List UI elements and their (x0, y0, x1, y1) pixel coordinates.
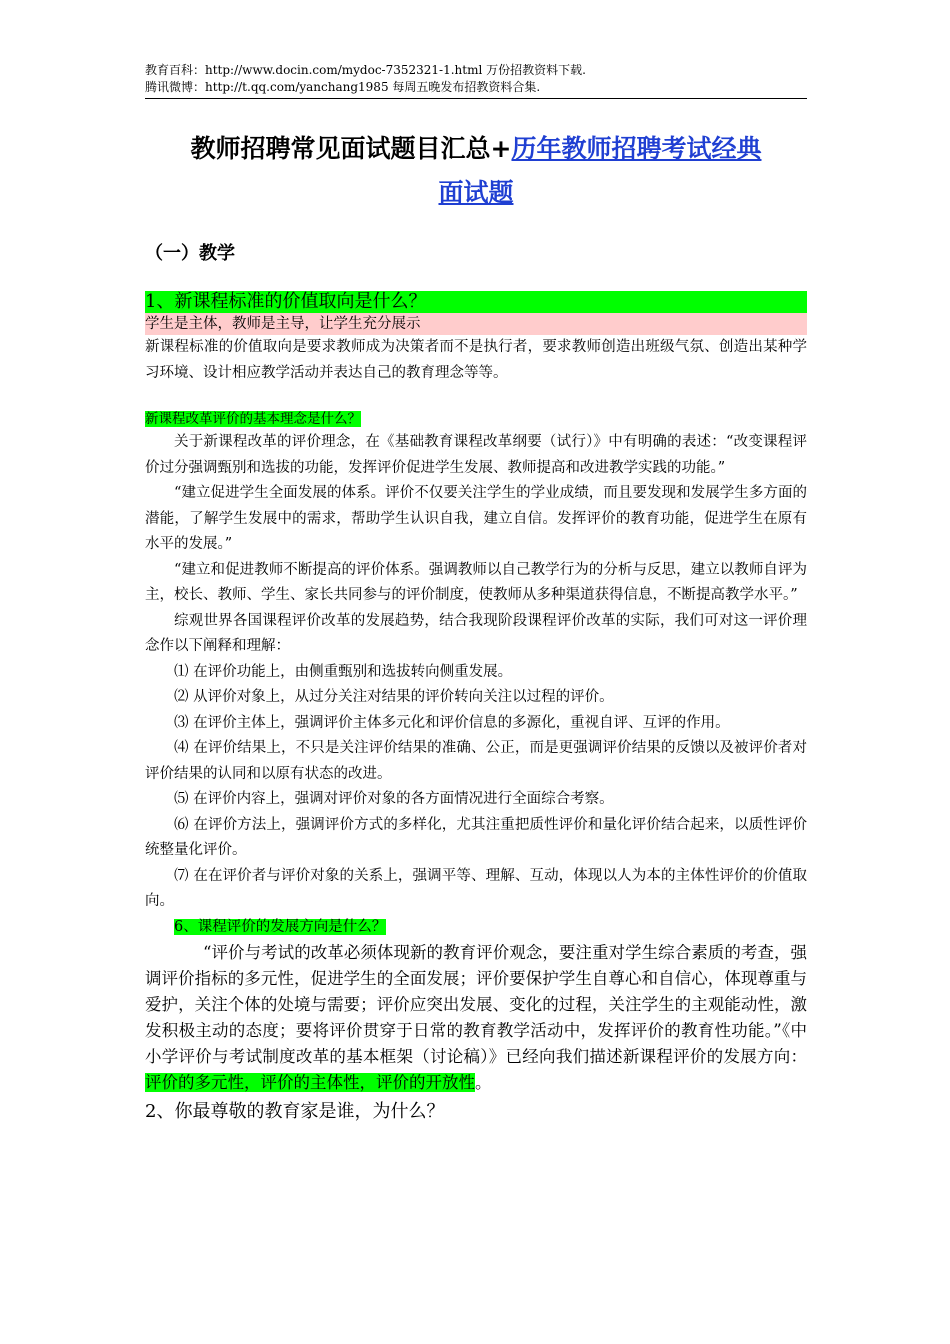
question-1-heading: 1、新课程标准的价值取向是什么？ (145, 291, 807, 313)
question-6-body (145, 940, 807, 1096)
header-line-weibo[interactable]: 腾讯微博：http://t.qq.com/yanchang1985 每周五晚发布招教资料合集. (145, 80, 541, 94)
header-divider (145, 98, 807, 99)
title-link-continued[interactable]: 面试题 (438, 178, 514, 207)
question-6-highlight: 评价的多元性，评价的主体性，评价的开放性 (145, 1073, 475, 1092)
question-1-answer-highlight: 学生是主体，教师是主导，让学生充分展示 (145, 313, 807, 335)
evaluation-item-6: ⑹ 在评价方法上，强调评价方式的多样化，尤其注重把质性评价和量化评价结合起来，以质性评价统整量化评价。 (145, 816, 807, 858)
question-6-body-text: “评价与考试的改革必须体现新的教育评价观念，要注重对学生综合素质的考查，强调评价指标的多元性，促进学生的全面发展；评价要保护学生自尊心和自信心，体现尊重与爱护，关注个体的处境与需要；评价应突出发展、变化的过程，关注学生的主观能动性，激发积极主动的态度；要将评价贯穿于日常的教育教学活动中，发挥评价的教育性功能。”《中小学评价与考试制度改革的基本框架（讨论稿）》已经向我们描述新课程评价的发展方向： (145, 943, 807, 1066)
page-title (145, 127, 807, 215)
section-heading-teaching: （一）教学 (145, 243, 235, 264)
evaluation-para-3: “建立和促进教师不断提高的评价体系。强调教师以自己教学行为的分析与反思，建立以教师自评为主，校长、教师、学生、家长共同参与的评价制度，使教师从多种渠道获得信息，不断提高教学水平。” (145, 561, 807, 603)
question-1-body: 新课程标准的价值取向是要求教师成为决策者而不是执行者，要求教师创造出班级气氛、创造出某种学习环境、设计相应教学活动并表达自己的教育理念等等。 (145, 339, 807, 381)
evaluation-item-7: ⑺ 在在评价者与评价对象的关系上，强调平等、理解、互动，体现以人为本的主体性评价的价值取向。 (145, 867, 807, 909)
evaluation-item-2: ⑵ 从评价对象上，从过分关注对结果的评价转向关注以过程的评价。 (174, 689, 614, 705)
question-6-heading (145, 915, 807, 941)
evaluation-para-2: “建立促进学生全面发展的体系。评价不仅要关注学生的学业成绩，而且要发现和发展学生多方面的潜能，了解学生发展中的需求，帮助学生认识自我，建立自信。发挥评价的教育功能，促进学生在原有水平的发展。” (145, 485, 807, 552)
evaluation-item-4: ⑷ 在评价结果上，不只是关注评价结果的准确、公正，而是更强调评价结果的反馈以及被评价者对评价结果的认同和以原有状态的改进。 (145, 740, 807, 782)
header-line-docin[interactable]: 教育百科：http://www.docin.com/mydoc-7352321-1.html 万份招教资料下载. (145, 63, 586, 77)
question-2-heading: 2、你最尊敬的教育家是谁，为什么？ (145, 1101, 445, 1122)
evaluation-intro: 关于新课程改革的评价理念，在《基础教育课程改革纲要（试行）》中有明确的表述：“改变课程评价过分强调甄别和选拔的功能，发挥评价促进学生发展、教师提高和改进教学实践的功能。” (145, 434, 807, 476)
evaluation-question-heading (145, 408, 807, 430)
title-text: 教师招聘常见面试题目汇总+ (190, 134, 512, 163)
question-6-text: 6、课程评价的发展方向是什么？ (174, 918, 387, 935)
evaluation-item-5: ⑸ 在评价内容上，强调对评价对象的各方面情况进行全面综合考察。 (174, 791, 614, 807)
title-link[interactable]: 历年教师招聘考试经典 (511, 134, 762, 163)
question-6-end: 。 (475, 1073, 492, 1092)
evaluation-item-1: ⑴ 在评价功能上，由侧重甄别和选拔转向侧重发展。 (174, 663, 513, 680)
document-page (145, 62, 807, 1126)
page-header (145, 62, 807, 96)
evaluation-question-text: 新课程改革评价的基本理念是什么？ (145, 411, 361, 427)
evaluation-item-3: ⑶ 在评价主体上，强调评价主体多元化和评价信息的多源化，重视自评、互评的作用。 (174, 714, 730, 731)
evaluation-para-4: 综观世界各国课程评价改革的发展趋势，结合我现阶段课程评价改革的实际，我们可对这一评价理念作以下阐释和理解： (145, 612, 807, 654)
